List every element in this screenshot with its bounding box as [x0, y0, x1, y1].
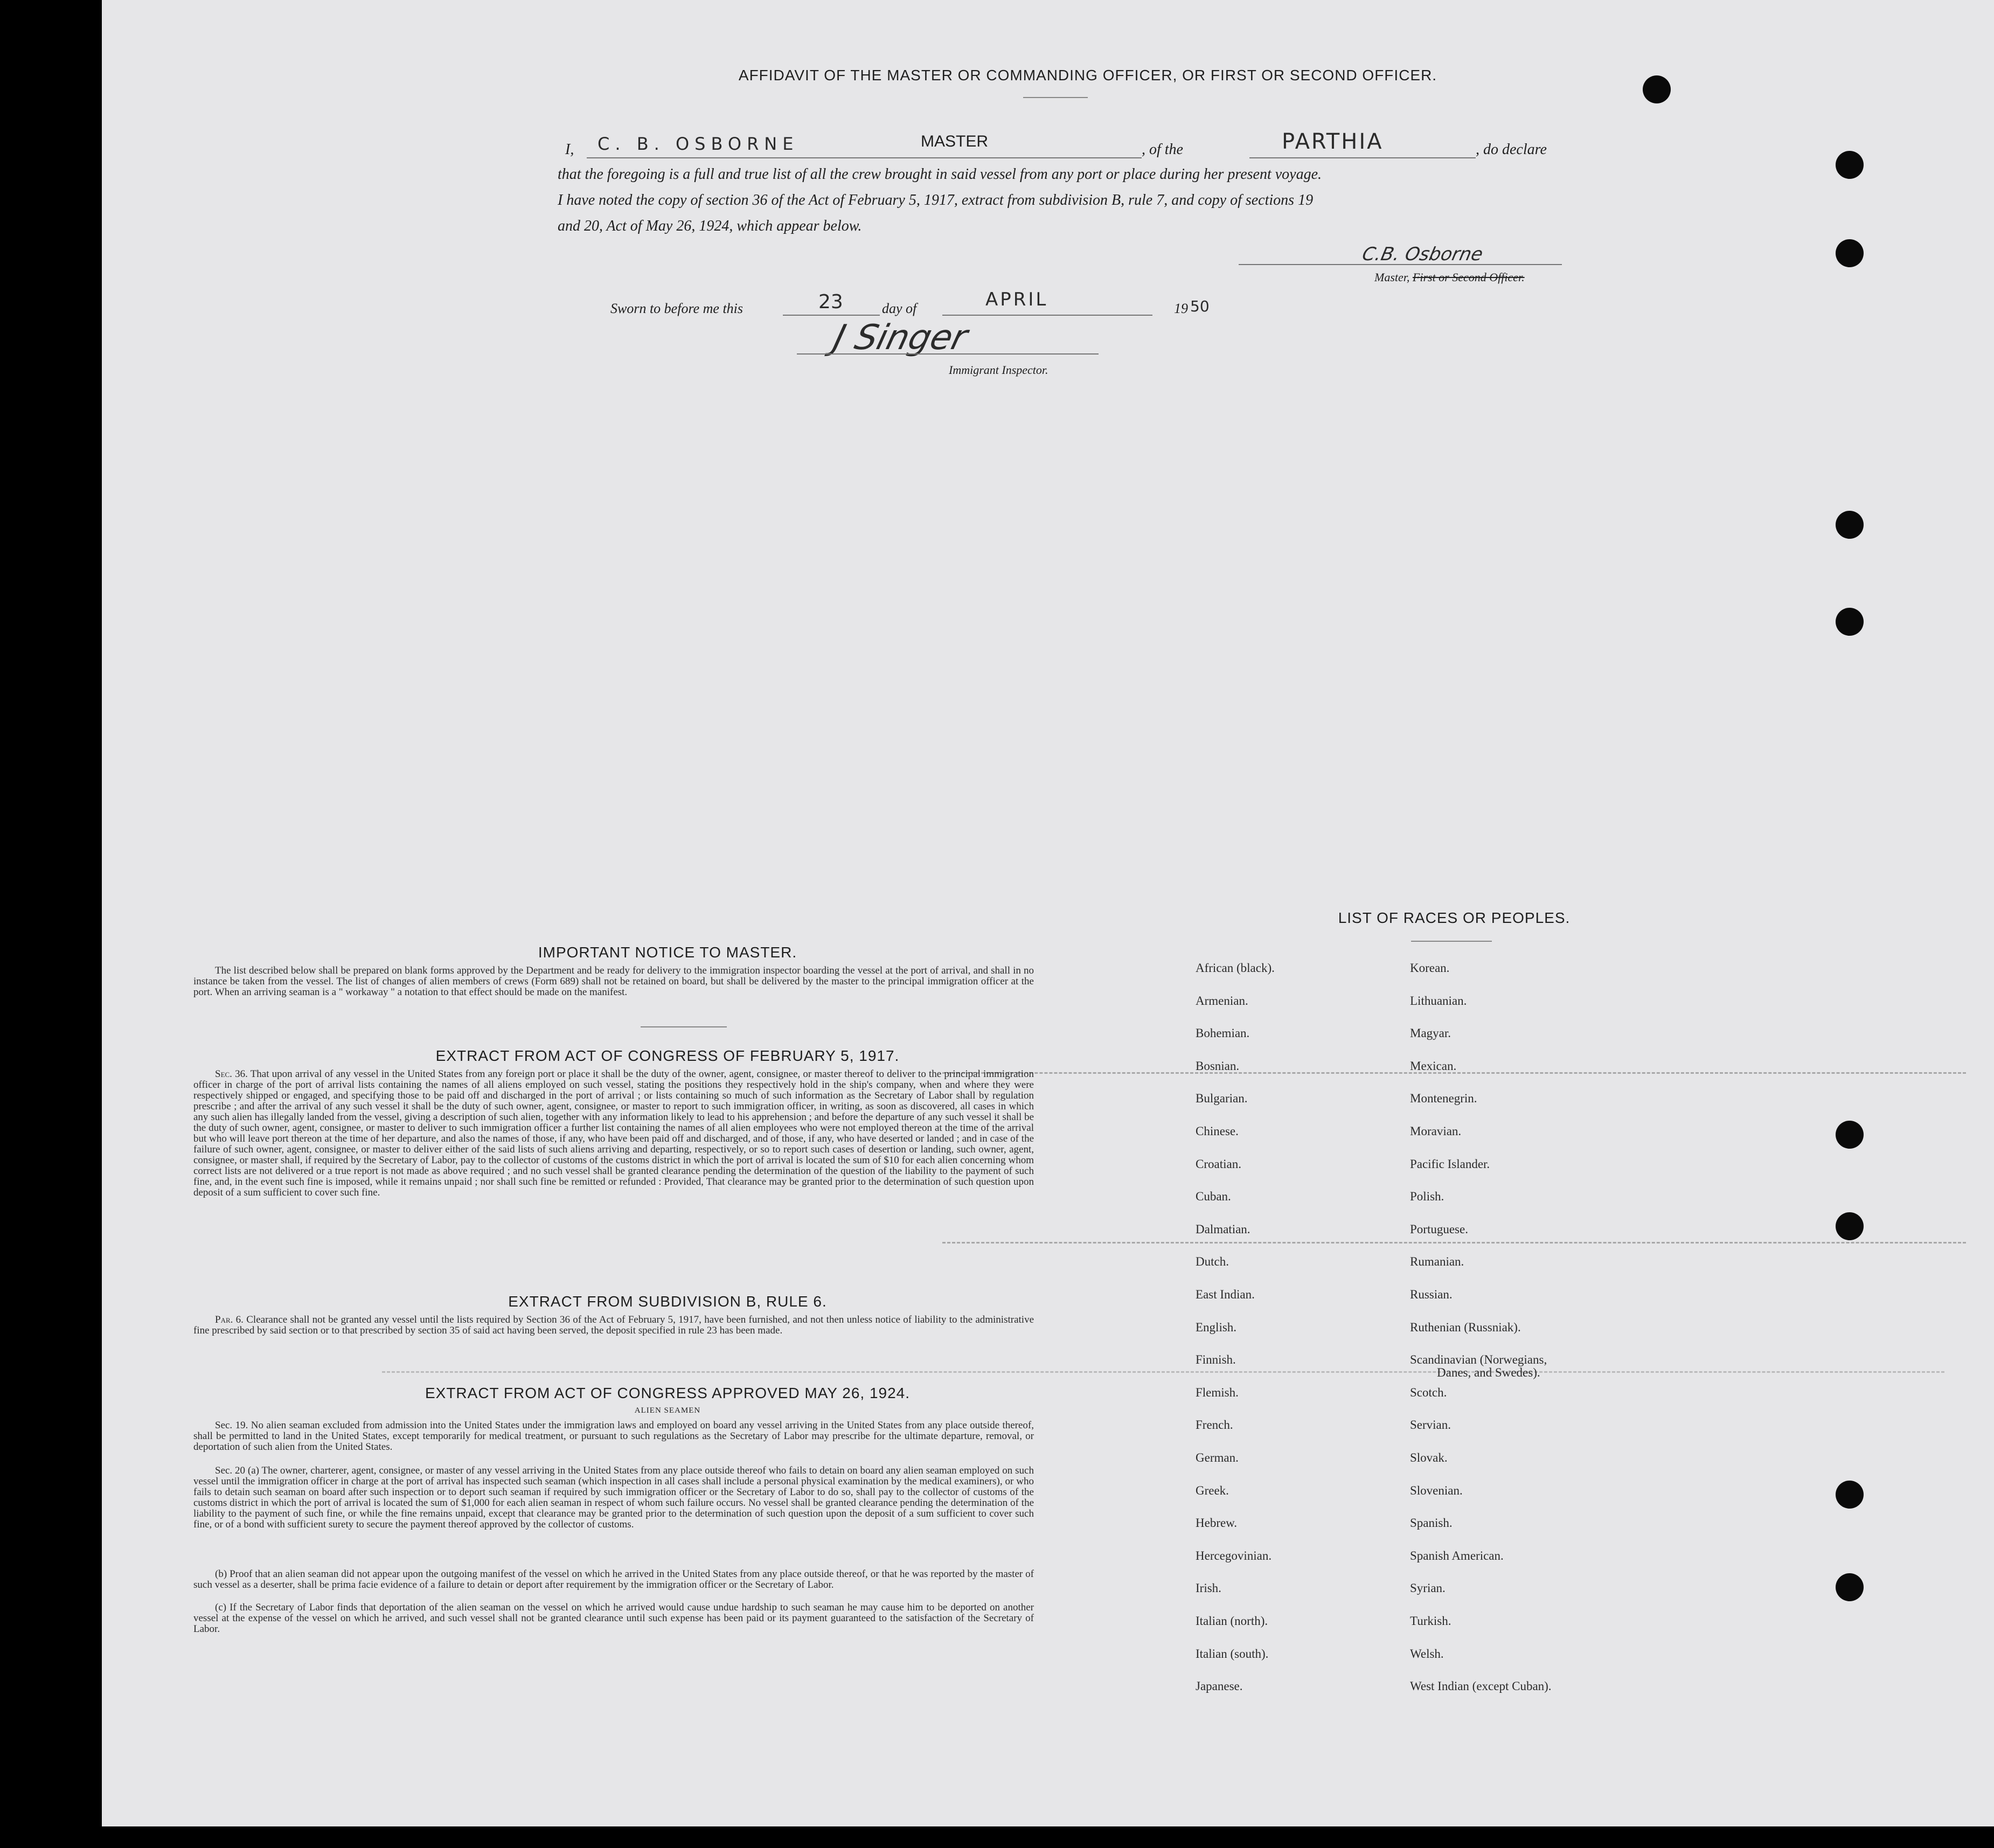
- signer-caption: [1374, 270, 1525, 284]
- punch-hole: [1836, 1573, 1864, 1601]
- race-left-item: English.: [1196, 1321, 1237, 1334]
- race-right-item: Scandinavian (Norwegians,: [1410, 1353, 1547, 1366]
- race-right-item: Spanish American.: [1410, 1549, 1504, 1562]
- races-title: LIST OF RACES OR PEOPLES.: [1338, 909, 1571, 926]
- race-right-item: Moravian.: [1410, 1124, 1462, 1138]
- race-left-item: German.: [1196, 1451, 1239, 1464]
- race-right-item: Mexican.: [1410, 1059, 1457, 1073]
- punch-hole: [1836, 239, 1864, 267]
- race-left-item: Croatian.: [1196, 1157, 1241, 1171]
- extract-1924-sec19: Sec. 19. No alien seaman excluded from admission into the United States under the immigration laws and employed on board any vessel arriving in the United States from any place outside thereof, shall be permitted to land in the United States, except temporarily for medical treatment, or pursuant to such regulations as the Secretary of Labor may prescribe for the ultimate departure, removal, or deportation of such alien from the United States.: [193, 1420, 1034, 1453]
- document-page: [102, 0, 1994, 1826]
- inspector-signature-line: [797, 353, 1099, 355]
- inspector-signature: J Singer: [829, 318, 971, 358]
- race-left-item: Greek.: [1196, 1484, 1229, 1497]
- race-left-item: African (black).: [1196, 961, 1275, 975]
- extract-1917-section: Sec. 36.: [215, 1068, 248, 1080]
- punch-hole: [1836, 1121, 1864, 1149]
- race-left-item: French.: [1196, 1418, 1233, 1432]
- inspector-caption: Immigrant Inspector.: [949, 363, 1048, 377]
- race-right-item: Slovak.: [1410, 1451, 1448, 1464]
- affidavit-text-line1: that the foregoing is a full and true list of all the crew brought in said vessel from any port or place during her present voyage.: [558, 166, 1322, 183]
- race-left-item: Bohemian.: [1196, 1026, 1250, 1040]
- punch-hole: [1836, 1212, 1864, 1240]
- master-title: MASTER: [921, 133, 989, 150]
- punch-hole: [1836, 511, 1864, 539]
- race-right-item: Russian.: [1410, 1288, 1453, 1301]
- extract-1924-sec20c: (c) If the Secretary of Labor finds that deportation of the alien seaman on the vessel on which he arrived would cause undue hardship to such seaman he may cause him to be deported on another vessel at the expense of the vessel on which he arrived, and such vessel shall not be granted clearance until such expense has been paid or its payment guaranteed to the satisfaction of the Secretary of Labor.: [193, 1602, 1034, 1635]
- race-left-item: Dutch.: [1196, 1255, 1229, 1268]
- race-right-item: Montenegrin.: [1410, 1092, 1477, 1105]
- race-left-item: Italian (north).: [1196, 1614, 1268, 1628]
- master-name: C. B. OSBORNE: [597, 134, 799, 154]
- affidavit-title: AFFIDAVIT OF THE MASTER OR COMMANDING OFFICER, OR FIRST OR SECOND OFFICER.: [738, 67, 1437, 84]
- rule6-text: [193, 1315, 1034, 1336]
- race-right-item: Syrian.: [1410, 1581, 1446, 1595]
- sworn-month: APRIL: [985, 289, 1048, 310]
- year-suffix: 50: [1190, 297, 1210, 315]
- race-left-item: Hebrew.: [1196, 1516, 1238, 1530]
- race-right-item: Lithuanian.: [1410, 994, 1467, 1008]
- affidavit-i-label: I,: [565, 141, 574, 158]
- section-rule: [641, 1026, 727, 1027]
- master-signature-line: [1239, 264, 1562, 265]
- title-rule: [1023, 97, 1088, 98]
- race-left-item: Flemish.: [1196, 1386, 1239, 1399]
- notice-title: IMPORTANT NOTICE TO MASTER.: [538, 944, 797, 961]
- year-prefix: 19: [1174, 301, 1188, 316]
- race-left-item: Finnish.: [1196, 1353, 1236, 1366]
- master-name-line: [587, 157, 1142, 158]
- race-right-item: Turkish.: [1410, 1614, 1451, 1628]
- race-left-item: Italian (south).: [1196, 1647, 1269, 1661]
- race-right-item: Korean.: [1410, 961, 1450, 975]
- signer-caption-struck: First or Second Officer.: [1412, 270, 1525, 284]
- bleed-through-mark: [382, 1371, 1944, 1373]
- extract-1917-text: [193, 1069, 1034, 1198]
- race-left-item: Dalmatian.: [1196, 1222, 1250, 1236]
- extract-1917-title: EXTRACT FROM ACT OF CONGRESS OF FEBRUARY 5, 1917.: [435, 1047, 900, 1064]
- of-the-label: , of the: [1142, 141, 1183, 158]
- race-right-item: Pacific Islander.: [1410, 1157, 1490, 1171]
- extract-1924-title: EXTRACT FROM ACT OF CONGRESS APPROVED MAY 26, 1924.: [425, 1385, 911, 1401]
- vessel-name-line: [1249, 157, 1476, 158]
- extract-1924-subtitle: ALIEN SEAMEN: [634, 1406, 701, 1415]
- extract-1917-body: That upon arrival of any vessel in the United States from any foreign port or place it shall be the duty of the owner, agent, consignee, or master thereof to deliver to the principal immigration officer in charge of the port of arrival lists containing the names of all aliens employed on such vessel, stating the positions they respectively hold in the ship's company, when and where they were respectively shipped or engaged, and specifying those to be paid off and discharged in the port of arrival ; or lists containing so much of such information as the Secretary of Labor shall by regulation prescribe ; and after the arrival of any such vessel it shall be the duty of such owner, agent, consignee, or master to report to such immigration officer, in writing, as soon as discovered, all cases in which any such alien has illegally landed from the vessel, giving a description of such alien, together with any information likely to lead to his apprehension ; and before the departure of any such vessel it shall be the duty of such owner, agent, consignee, or master to deliver to such immigration officer a further list containing the names of all alien employees who were not employed thereon at the time of the arrival but who will leave port thereon at the time of her departure, and also the names of those, if any, who have been paid off and discharged, and of those, if any, who have deserted or landed ; and in case of the failure of such owner, agent, consignee, or master to deliver either of the said lists of such aliens arriving and departing, respectively, or so to report such cases of desertion or landing, such owner, agent, consignee, or master shall, if required by the Secretary of Labor, pay to the collector of customs of the customs district in which the port of arrival is located the sum of $10 for each alien concerning whom correct lists are not delivered or a true report is not made as above required ; and no such vessel shall be granted clearance pending the determination of the question of the liability to the payment of such fine, and, in the event such fine is imposed, while it remains unpaid ; nor shall such fine be remitted or refunded : Provided, That clearance may be granted prior to the determination of such question upon deposit of a sum sufficient to cover such fine.: [193, 1068, 1034, 1198]
- notice-text: The list described below shall be prepared on blank forms approved by the Department and be ready for delivery to the immigration inspector boarding the vessel at the port of arrival, and shall in no instance be taken from the vessel. The list of changes of alien members of crews (Form 689) shall not be retained on board, but shall be delivered by the master to the principal immigration officer at the port. When an arriving seaman is a " workaway " a notation to that effect should be made on the manifest.: [193, 965, 1034, 998]
- vessel-name: PARTHIA: [1282, 129, 1384, 154]
- punch-hole: [1836, 151, 1864, 179]
- race-left-item: Armenian.: [1196, 994, 1248, 1008]
- race-left-item: Hercegovinian.: [1196, 1549, 1272, 1562]
- do-declare-label: , do declare: [1476, 141, 1547, 158]
- race-right-item: Magyar.: [1410, 1026, 1451, 1040]
- rule6-title: EXTRACT FROM SUBDIVISION B, RULE 6.: [508, 1293, 827, 1310]
- bleed-through-mark: [942, 1242, 1966, 1243]
- race-right-item: Servian.: [1410, 1418, 1451, 1432]
- race-right-item: West Indian (except Cuban).: [1410, 1679, 1552, 1693]
- race-right-item: Spanish.: [1410, 1516, 1453, 1530]
- race-right-item: Welsh.: [1410, 1647, 1444, 1661]
- affidavit-text-line2: I have noted the copy of section 36 of the Act of February 5, 1917, extract from subdivision B, rule 7, and copy of sections 19: [558, 192, 1314, 209]
- sworn-label: Sworn to before me this: [610, 301, 744, 316]
- races-title-rule: [1411, 941, 1492, 942]
- race-right-item: Polish.: [1410, 1190, 1444, 1203]
- rule6-body: Clearance shall not be granted any vessel until the lists required by Section 36 of the Act of February 5, 1917, have been furnished, and not then unless notice of liability to the administrative fine prescribed by said section or to that prescribed by section 35 of said act having been served, the deposit specified in rule 23 has been made.: [193, 1314, 1034, 1336]
- punch-hole: [1836, 608, 1864, 636]
- race-left-item: Bulgarian.: [1196, 1092, 1248, 1105]
- race-left-item: East Indian.: [1196, 1288, 1255, 1301]
- master-signature: C.B. Osborne: [1360, 244, 1485, 265]
- affidavit-text-line3: and 20, Act of May 26, 1924, which appear below.: [558, 218, 862, 234]
- sworn-month-line: [942, 315, 1152, 316]
- sworn-day: 23: [818, 291, 843, 313]
- punch-hole: [1836, 1481, 1864, 1509]
- sworn-day-line: [783, 315, 880, 316]
- signer-caption-master: Master,: [1374, 270, 1410, 284]
- race-left-item: Chinese.: [1196, 1124, 1239, 1138]
- race-right-item: Ruthenian (Russniak).: [1410, 1321, 1521, 1334]
- rule6-section: Par. 6.: [215, 1314, 244, 1325]
- race-scandinavian-continued: Danes, and Swedes).: [1437, 1366, 1540, 1379]
- extract-1924-sec20b: (b) Proof that an alien seaman did not appear upon the outgoing manifest of the vessel on which he arrived in the United States from any place outside thereof, or that he was reported by the master of such vessel as a deserter, shall be prima facie evidence of a failure to detain or deport after requirement by the immigration officer or the Secretary of Labor.: [193, 1568, 1034, 1590]
- race-right-item: Scotch.: [1410, 1386, 1447, 1399]
- race-right-item: Slovenian.: [1410, 1484, 1463, 1497]
- extract-1924-sec20a: Sec. 20 (a) The owner, charterer, agent, consignee, or master of any vessel arriving in the United States from any place outside thereof who fails to detain on board any alien seaman employed on such vessel until the immigration officer in charge at the port of arrival has inspected such seaman (which inspection in all cases shall include a personal physical examination by the medical examiners), or who fails to detain such seaman on board after such inspection or to deport such seaman if required by such immigration officer or the Secretary of Labor to do so, shall pay to the collector of customs of the customs district in which the port of arrival is located the sum of $1,000 for each alien seaman in respect of whom such failure occurs. No vessel shall be granted clearance pending the determination of the liability to the payment of such fine, or while the fine remains unpaid, except that clearance may be granted prior to the determination of such question upon the deposit of a sum sufficient to cover such fine, or of a bond with sufficient surety to secure the payment thereof approved by the collector of customs.: [193, 1465, 1034, 1530]
- race-left-item: Bosnian.: [1196, 1059, 1240, 1073]
- race-right-item: Portuguese.: [1410, 1222, 1468, 1236]
- race-left-item: Cuban.: [1196, 1190, 1231, 1203]
- race-left-item: Japanese.: [1196, 1679, 1243, 1693]
- race-right-item: Rumanian.: [1410, 1255, 1464, 1268]
- race-left-item: Irish.: [1196, 1581, 1221, 1595]
- day-of-label: day of: [882, 301, 917, 316]
- punch-hole: [1643, 75, 1671, 103]
